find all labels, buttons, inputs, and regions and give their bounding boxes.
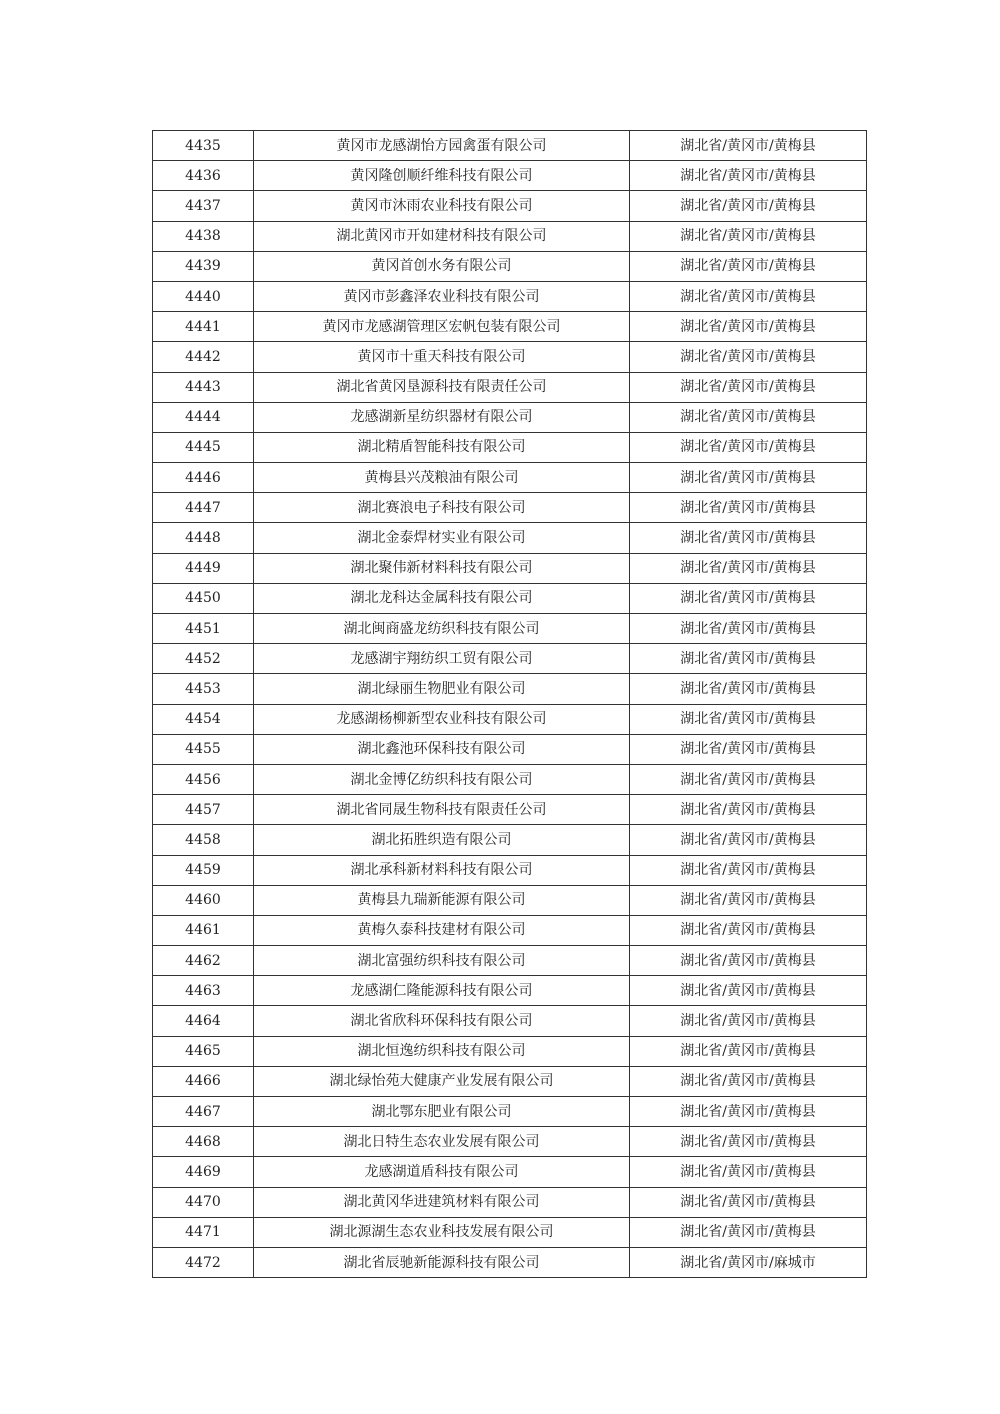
table-row [153, 1036, 867, 1066]
table-row [153, 191, 867, 221]
region-cell: 湖北省/黄冈市/黄梅县 [630, 1006, 867, 1036]
table-row [153, 251, 867, 281]
region-cell: 湖北省/黄冈市/黄梅县 [630, 1157, 867, 1187]
table-row [153, 1066, 867, 1096]
table-row [153, 131, 867, 161]
table-row [153, 402, 867, 432]
table-row [153, 1127, 867, 1157]
row-number-cell: 4450 [153, 583, 254, 613]
table-row [153, 463, 867, 493]
row-number-cell: 4462 [153, 946, 254, 976]
row-number-cell: 4457 [153, 795, 254, 825]
region-cell: 湖北省/黄冈市/黄梅县 [630, 1036, 867, 1066]
row-number-cell: 4435 [153, 131, 254, 161]
table-row [153, 915, 867, 945]
company-name-cell: 湖北黄冈市开如建材科技有限公司 [254, 221, 630, 251]
row-number-cell: 4436 [153, 161, 254, 191]
table-row [153, 825, 867, 855]
row-number-cell: 4466 [153, 1066, 254, 1096]
company-name-cell: 湖北金博亿纺织科技有限公司 [254, 764, 630, 794]
table-row [153, 1187, 867, 1217]
table-row [153, 1157, 867, 1187]
table-row [153, 1006, 867, 1036]
table-row [153, 734, 867, 764]
table-row [153, 1217, 867, 1247]
company-name-cell: 湖北承科新材料科技有限公司 [254, 855, 630, 885]
row-number-cell: 4438 [153, 221, 254, 251]
row-number-cell: 4448 [153, 523, 254, 553]
region-cell: 湖北省/黄冈市/黄梅县 [630, 221, 867, 251]
region-cell: 湖北省/黄冈市/黄梅县 [630, 1217, 867, 1247]
region-cell: 湖北省/黄冈市/黄梅县 [630, 915, 867, 945]
region-cell: 湖北省/黄冈市/黄梅县 [630, 976, 867, 1006]
table-row [153, 523, 867, 553]
row-number-cell: 4447 [153, 493, 254, 523]
row-number-cell: 4453 [153, 674, 254, 704]
table-row [153, 281, 867, 311]
table-row [153, 161, 867, 191]
table-row [153, 674, 867, 704]
row-number-cell: 4449 [153, 553, 254, 583]
table-row [153, 1097, 867, 1127]
company-name-cell: 湖北精盾智能科技有限公司 [254, 432, 630, 462]
company-name-cell: 湖北黄冈华进建筑材料有限公司 [254, 1187, 630, 1217]
table-row [153, 644, 867, 674]
company-name-cell: 龙感湖宇翔纺织工贸有限公司 [254, 644, 630, 674]
region-cell: 湖北省/黄冈市/黄梅县 [630, 131, 867, 161]
company-name-cell: 湖北聚伟新材料科技有限公司 [254, 553, 630, 583]
company-name-cell: 湖北绿丽生物肥业有限公司 [254, 674, 630, 704]
company-name-cell: 黄冈市彭鑫泽农业科技有限公司 [254, 281, 630, 311]
table-row [153, 795, 867, 825]
row-number-cell: 4452 [153, 644, 254, 674]
company-name-cell: 黄梅久泰科技建材有限公司 [254, 915, 630, 945]
region-cell: 湖北省/黄冈市/黄梅县 [630, 161, 867, 191]
region-cell: 湖北省/黄冈市/黄梅县 [630, 1127, 867, 1157]
table-row [153, 946, 867, 976]
company-name-cell: 湖北拓胜织造有限公司 [254, 825, 630, 855]
region-cell: 湖北省/黄冈市/黄梅县 [630, 855, 867, 885]
region-cell: 湖北省/黄冈市/黄梅县 [630, 946, 867, 976]
table-row [153, 614, 867, 644]
company-name-cell: 湖北省辰驰新能源科技有限公司 [254, 1247, 630, 1277]
table-row [153, 764, 867, 794]
company-name-cell: 湖北省黄冈垦源科技有限责任公司 [254, 372, 630, 402]
row-number-cell: 4451 [153, 614, 254, 644]
row-number-cell: 4471 [153, 1217, 254, 1247]
region-cell: 湖北省/黄冈市/黄梅县 [630, 342, 867, 372]
company-name-cell: 湖北鄂东肥业有限公司 [254, 1097, 630, 1127]
table-body [153, 131, 867, 1278]
company-name-cell: 黄冈市沐雨农业科技有限公司 [254, 191, 630, 221]
table-row [153, 432, 867, 462]
region-cell: 湖北省/黄冈市/黄梅县 [630, 764, 867, 794]
row-number-cell: 4469 [153, 1157, 254, 1187]
table-row [153, 583, 867, 613]
region-cell: 湖北省/黄冈市/黄梅县 [630, 553, 867, 583]
table-row [153, 493, 867, 523]
row-number-cell: 4446 [153, 463, 254, 493]
row-number-cell: 4468 [153, 1127, 254, 1157]
row-number-cell: 4472 [153, 1247, 254, 1277]
row-number-cell: 4460 [153, 885, 254, 915]
region-cell: 湖北省/黄冈市/黄梅县 [630, 885, 867, 915]
company-name-cell: 龙感湖新星纺织器材有限公司 [254, 402, 630, 432]
row-number-cell: 4465 [153, 1036, 254, 1066]
region-cell: 湖北省/黄冈市/黄梅县 [630, 463, 867, 493]
row-number-cell: 4461 [153, 915, 254, 945]
company-name-cell: 湖北省欣科环保科技有限公司 [254, 1006, 630, 1036]
company-name-cell: 湖北鑫池环保科技有限公司 [254, 734, 630, 764]
company-name-cell: 湖北富强纺织科技有限公司 [254, 946, 630, 976]
company-name-cell: 龙感湖仁隆能源科技有限公司 [254, 976, 630, 1006]
company-name-cell: 黄冈市龙感湖怡方园禽蛋有限公司 [254, 131, 630, 161]
company-name-cell: 龙感湖道盾科技有限公司 [254, 1157, 630, 1187]
company-name-cell: 湖北赛浪电子科技有限公司 [254, 493, 630, 523]
row-number-cell: 4445 [153, 432, 254, 462]
row-number-cell: 4456 [153, 764, 254, 794]
table-row [153, 372, 867, 402]
region-cell: 湖北省/黄冈市/麻城市 [630, 1247, 867, 1277]
row-number-cell: 4459 [153, 855, 254, 885]
region-cell: 湖北省/黄冈市/黄梅县 [630, 372, 867, 402]
company-name-cell: 湖北龙科达金属科技有限公司 [254, 583, 630, 613]
row-number-cell: 4470 [153, 1187, 254, 1217]
region-cell: 湖北省/黄冈市/黄梅县 [630, 795, 867, 825]
company-name-cell: 黄梅县兴茂粮油有限公司 [254, 463, 630, 493]
row-number-cell: 4463 [153, 976, 254, 1006]
row-number-cell: 4458 [153, 825, 254, 855]
row-number-cell: 4437 [153, 191, 254, 221]
company-name-cell: 湖北省同晟生物科技有限责任公司 [254, 795, 630, 825]
region-cell: 湖北省/黄冈市/黄梅县 [630, 191, 867, 221]
company-name-cell: 黄冈市龙感湖管理区宏帆包装有限公司 [254, 312, 630, 342]
table-row [153, 1247, 867, 1277]
row-number-cell: 4441 [153, 312, 254, 342]
company-name-cell: 黄冈首创水务有限公司 [254, 251, 630, 281]
company-name-cell: 黄冈市十重天科技有限公司 [254, 342, 630, 372]
table-row [153, 221, 867, 251]
region-cell: 湖北省/黄冈市/黄梅县 [630, 312, 867, 342]
row-number-cell: 4443 [153, 372, 254, 402]
region-cell: 湖北省/黄冈市/黄梅县 [630, 251, 867, 281]
table-row [153, 704, 867, 734]
region-cell: 湖北省/黄冈市/黄梅县 [630, 825, 867, 855]
company-name-cell: 湖北闽商盛龙纺织科技有限公司 [254, 614, 630, 644]
row-number-cell: 4464 [153, 1006, 254, 1036]
row-number-cell: 4440 [153, 281, 254, 311]
region-cell: 湖北省/黄冈市/黄梅县 [630, 644, 867, 674]
region-cell: 湖北省/黄冈市/黄梅县 [630, 523, 867, 553]
table-row [153, 976, 867, 1006]
company-name-cell: 湖北金泰焊材实业有限公司 [254, 523, 630, 553]
region-cell: 湖北省/黄冈市/黄梅县 [630, 614, 867, 644]
table-row [153, 885, 867, 915]
region-cell: 湖北省/黄冈市/黄梅县 [630, 493, 867, 523]
row-number-cell: 4442 [153, 342, 254, 372]
table-row [153, 553, 867, 583]
row-number-cell: 4444 [153, 402, 254, 432]
region-cell: 湖北省/黄冈市/黄梅县 [630, 1097, 867, 1127]
row-number-cell: 4467 [153, 1097, 254, 1127]
region-cell: 湖北省/黄冈市/黄梅县 [630, 674, 867, 704]
company-name-cell: 湖北日特生态农业发展有限公司 [254, 1127, 630, 1157]
company-name-cell: 湖北绿怡苑大健康产业发展有限公司 [254, 1066, 630, 1096]
row-number-cell: 4454 [153, 704, 254, 734]
company-list-table [152, 130, 867, 1278]
region-cell: 湖北省/黄冈市/黄梅县 [630, 734, 867, 764]
region-cell: 湖北省/黄冈市/黄梅县 [630, 704, 867, 734]
table-row [153, 342, 867, 372]
company-name-cell: 黄梅县九瑞新能源有限公司 [254, 885, 630, 915]
company-name-cell: 湖北源湖生态农业科技发展有限公司 [254, 1217, 630, 1247]
region-cell: 湖北省/黄冈市/黄梅县 [630, 1187, 867, 1217]
region-cell: 湖北省/黄冈市/黄梅县 [630, 432, 867, 462]
region-cell: 湖北省/黄冈市/黄梅县 [630, 583, 867, 613]
company-name-cell: 黄冈隆创顺纤维科技有限公司 [254, 161, 630, 191]
company-name-cell: 湖北恒逸纺织科技有限公司 [254, 1036, 630, 1066]
region-cell: 湖北省/黄冈市/黄梅县 [630, 402, 867, 432]
company-name-cell: 龙感湖杨柳新型农业科技有限公司 [254, 704, 630, 734]
row-number-cell: 4455 [153, 734, 254, 764]
table-row [153, 855, 867, 885]
row-number-cell: 4439 [153, 251, 254, 281]
region-cell: 湖北省/黄冈市/黄梅县 [630, 281, 867, 311]
table-row [153, 312, 867, 342]
region-cell: 湖北省/黄冈市/黄梅县 [630, 1066, 867, 1096]
